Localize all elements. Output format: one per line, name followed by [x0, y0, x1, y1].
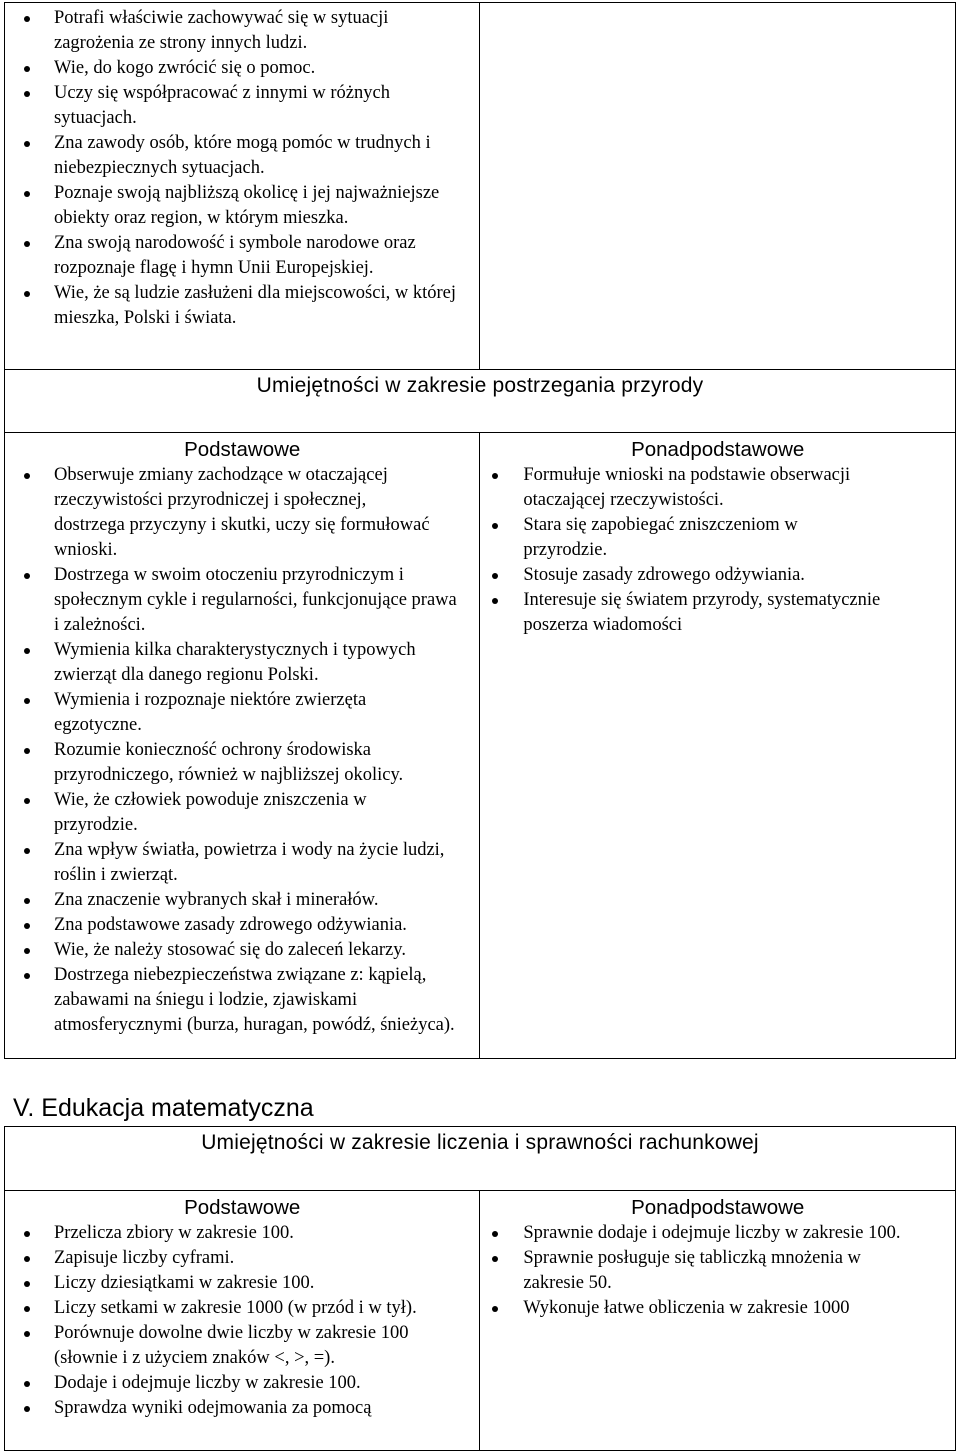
math-section-title-cell: [5, 1127, 956, 1191]
list-item: Liczy dziesiątkami w zakresie 100.: [5, 1271, 454, 1296]
list-item: Potrafi właściwie zachowywać się w sytuacji zagrożenia ze strony innych ludzi.: [5, 6, 454, 56]
top-right-cell: [480, 3, 956, 370]
list-item: Wie, że człowiek powoduje zniszczenia w przyrodzie.: [5, 788, 454, 838]
list-item: Stara się zapobiegać zniszczeniom w przyrodzie.: [480, 513, 873, 563]
math-advanced-cell: [480, 1191, 956, 1451]
nature-advanced-heading: Ponadpodstawowe: [631, 438, 805, 461]
list-item: Poznaje swoją najbliższą okolicę i jej najważniejsze obiekty oraz region, w którym mieszka.: [5, 181, 444, 231]
list-item: Obserwuje zmiany zachodzące w otaczającej rzeczywistości przyrodniczej i społecznej, dostrzega przyczyny i skutki, uczy się formułować wnioski.: [5, 463, 434, 563]
math-table: [4, 1126, 956, 1451]
list-item: Liczy setkami w zakresie 1000 (w przód i w tył).: [5, 1296, 424, 1321]
list-item: Sprawnie posługuje się tabliczką mnożenia w zakresie 50.: [480, 1246, 923, 1296]
nature-section-title: Umiejętności w zakresie postrzegania przyrody: [256, 374, 704, 397]
list-item: Porównuje dowolne dwie liczby w zakresie 100 (słownie i z użyciem znaków <, >, =).: [5, 1321, 434, 1371]
math-basic-heading: Podstawowe: [184, 1196, 301, 1219]
math-advanced-heading: Ponadpodstawowe: [631, 1196, 805, 1219]
list-item: Zna zawody osób, które mogą pomóc w trudnych i niebezpiecznych sytuacjach.: [5, 131, 454, 181]
list-item: Stosuje zasady zdrowego odżywiania.: [480, 563, 923, 588]
list-item: Sprawnie dodaje i odejmuje liczby w zakresie 100.: [480, 1221, 933, 1246]
list-item: Sprawdza wyniki odejmowania za pomocą: [5, 1396, 474, 1421]
list-item: Uczy się współpracować z innymi w różnych sytuacjach.: [5, 81, 454, 131]
nature-basic-heading: Podstawowe: [184, 438, 301, 461]
math-advanced-list: [480, 1221, 955, 1321]
top-left-list: [5, 6, 479, 331]
list-item: Wie, że należy stosować się do zaleceń lekarzy.: [5, 938, 474, 963]
list-item: Dostrzega niebezpieczeństwa związane z: kąpielą, zabawami na śniegu i lodzie, zjawiskami atmosferycznymi (burza, huragan, powódź, śnieżyca).: [5, 963, 474, 1038]
math-basic-cell: [5, 1191, 480, 1451]
list-item: Zna swoją narodowość i symbole narodowe oraz rozpoznaje flagę i hymn Unii Europejskiej.: [5, 231, 464, 281]
list-item: Zna podstawowe zasady zdrowego odżywiania.: [5, 913, 474, 938]
list-item: Wymienia i rozpoznaje niektóre zwierzęta egzotyczne.: [5, 688, 414, 738]
chapter-heading: V. Edukacja matematyczna: [13, 1094, 314, 1122]
math-basic-list: [5, 1221, 479, 1421]
list-item: Wie, że są ludzie zasłużeni dla miejscowości, w której mieszka, Polski i świata.: [5, 281, 469, 331]
nature-advanced-list: [480, 463, 955, 638]
list-item: Zapisuje liczby cyframi.: [5, 1246, 454, 1271]
list-item: Wie, do kogo zwrócić się o pomoc.: [5, 56, 454, 81]
list-item: Przelicza zbiory w zakresie 100.: [5, 1221, 454, 1246]
nature-table: [4, 2, 956, 1059]
list-item: Formułuje wnioski na podstawie obserwacji otaczającej rzeczywistości.: [480, 463, 903, 513]
list-item: Wykonuje łatwe obliczenia w zakresie 1000: [480, 1296, 933, 1321]
list-item: Zna wpływ światła, powietrza i wody na życie ludzi, roślin i zwierząt.: [5, 838, 474, 888]
list-item: Interesuje się światem przyrody, systematycznie poszerza wiadomości: [480, 588, 933, 638]
nature-advanced-cell: [480, 433, 956, 1059]
list-item: Dodaje i odejmuje liczby w zakresie 100.: [5, 1371, 454, 1396]
list-item: Dostrzega w swoim otoczeniu przyrodniczym i społecznym cykle i regularności, funkcjonujące prawa i zależności.: [5, 563, 464, 638]
nature-basic-cell: [5, 433, 480, 1059]
nature-section-title-cell: [5, 370, 956, 433]
list-item: Wymienia kilka charakterystycznych i typowych zwierząt dla danego regionu Polski.: [5, 638, 474, 688]
nature-basic-list: [5, 463, 479, 1038]
math-section-title: Umiejętności w zakresie liczenia i sprawności rachunkowej: [201, 1131, 759, 1154]
list-item: Zna znaczenie wybranych skał i minerałów.: [5, 888, 474, 913]
list-item: Rozumie konieczność ochrony środowiska przyrodniczego, również w najbliższej okolicy.: [5, 738, 474, 788]
top-left-cell: [5, 3, 480, 370]
